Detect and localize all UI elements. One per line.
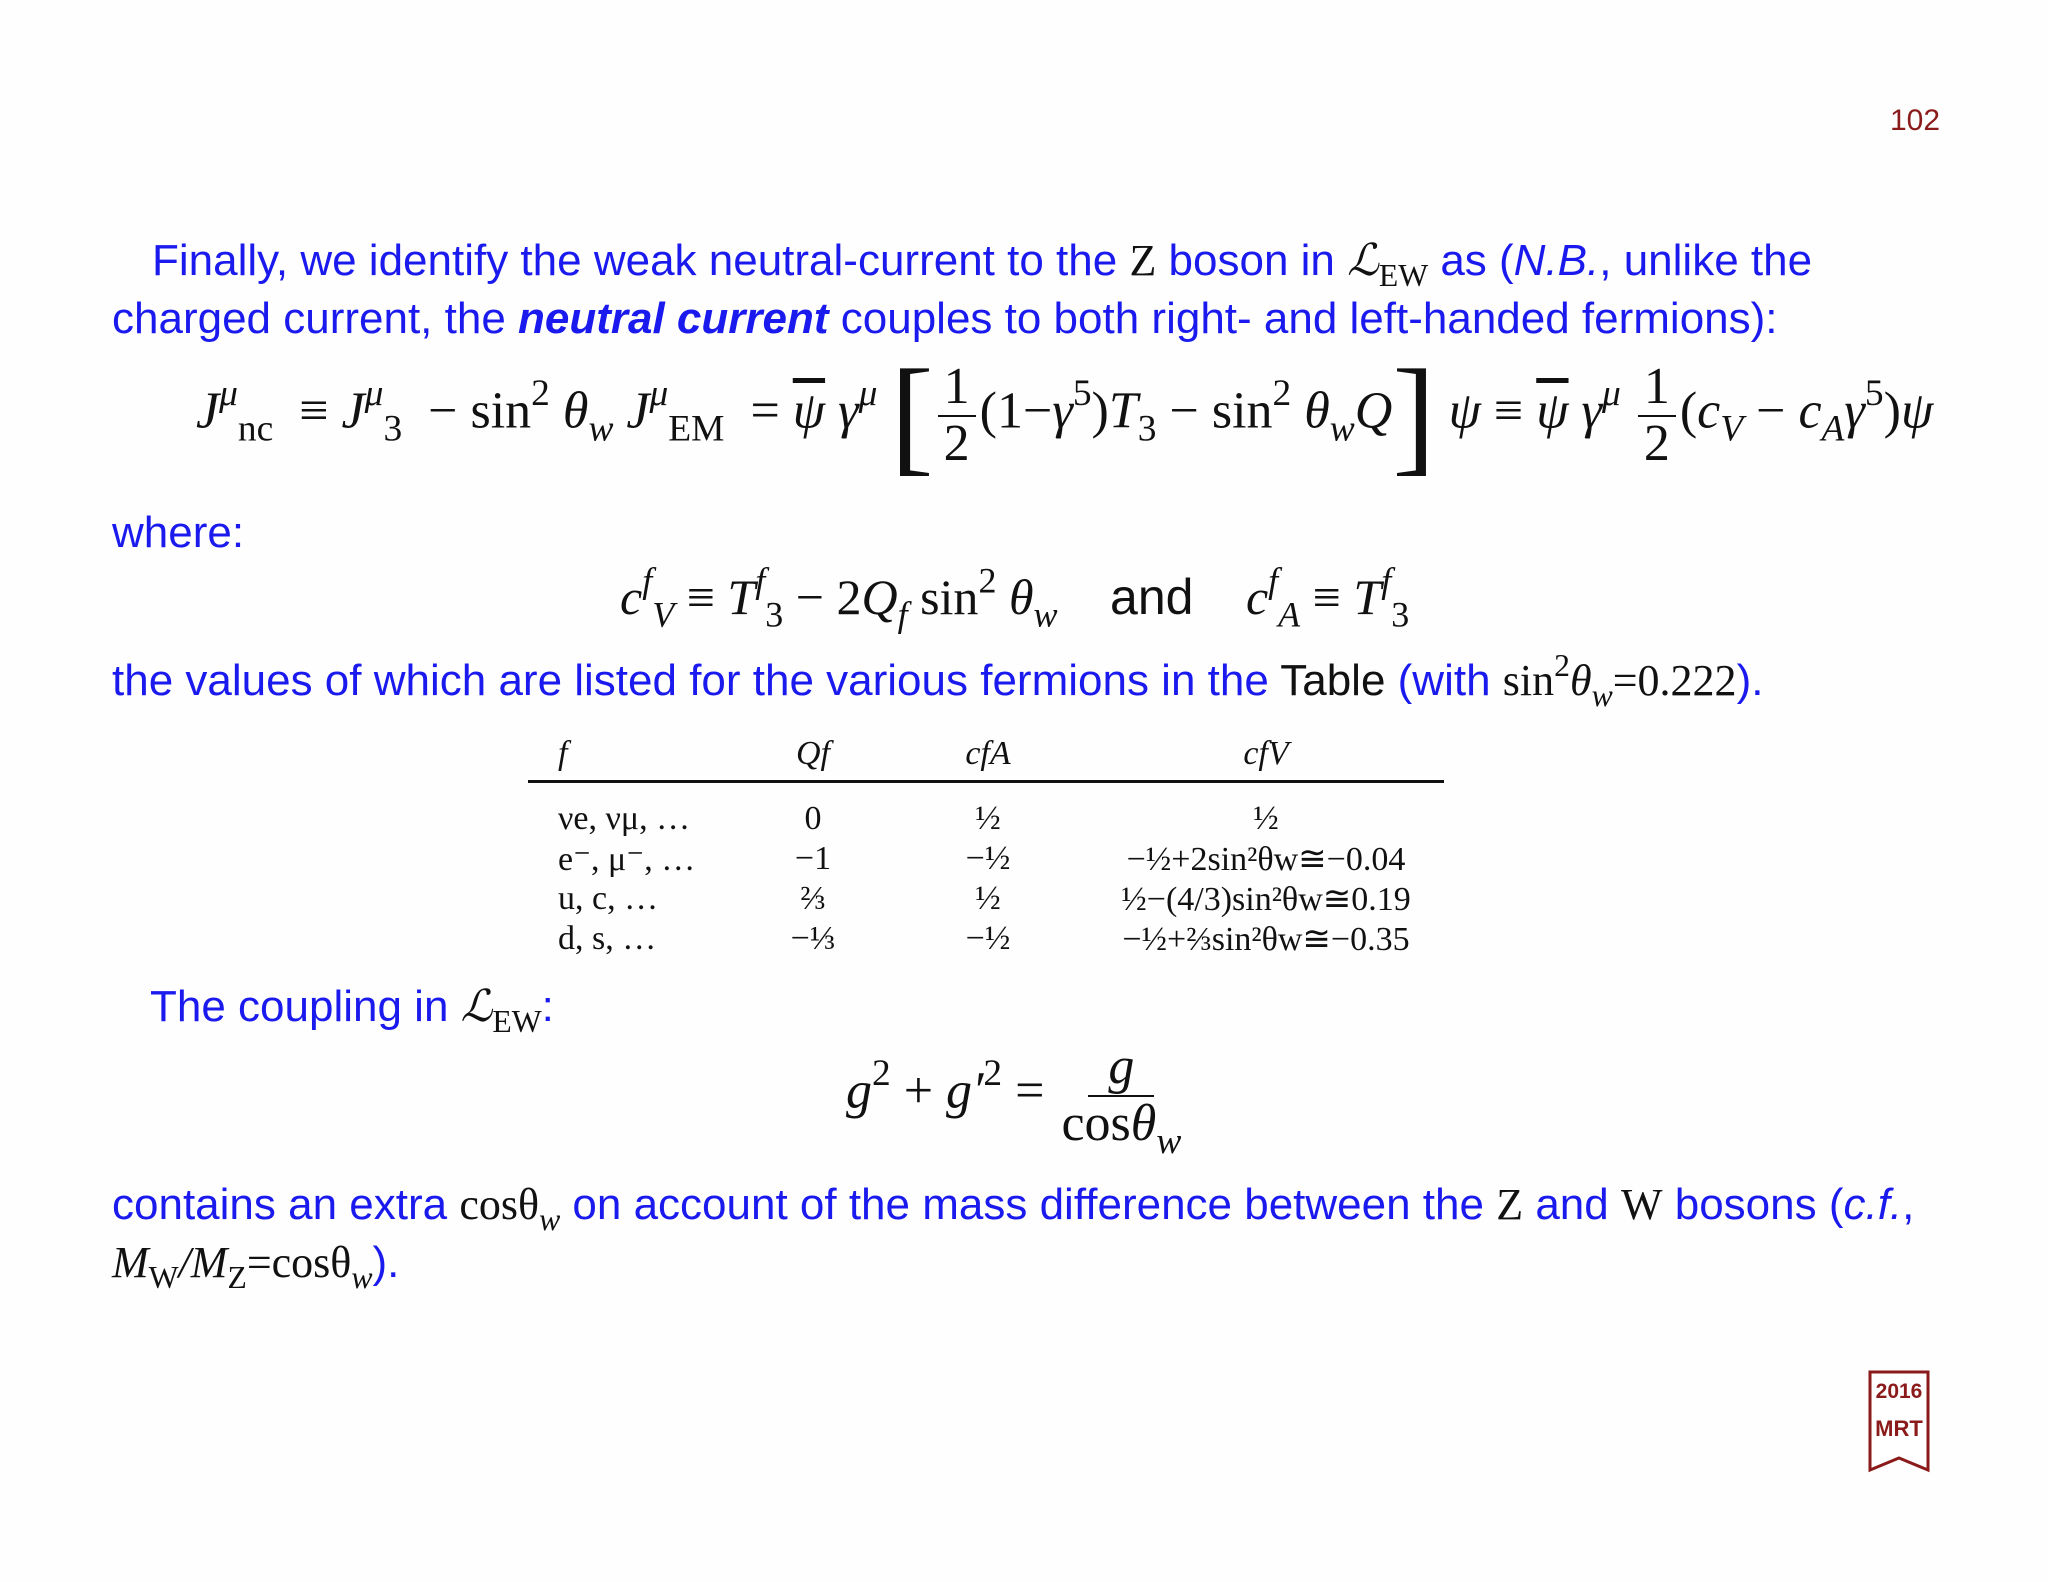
coupling-line: The coupling in ℒ$_{EW}$: xyxy=(150,981,554,1040)
table-row: νe, νμ, … 0 ½ ½ xyxy=(558,800,1279,837)
fermion-couplings-table xyxy=(528,728,1444,959)
table-header xyxy=(528,728,1444,783)
coupling-definitions-equation: $c^f_V \equiv T^f_3 - 2Q_f$ $\sin^2 \theta_w$ and $c^f_A \equiv T^f_3$ xyxy=(620,560,1410,635)
mrt-logo xyxy=(1868,1370,1930,1474)
header-f: f xyxy=(558,735,568,772)
logo-initials: MRT xyxy=(1875,1416,1923,1441)
neutral-current-equation: $J^\mu_{nc} \equiv J^\mu_3 - \sin^2 \theta_w$ $J^\mu_{EM} = \overline{\psi}$ $\gamma^\mu$ [ $\frac{1}{2}$ $(1-\gamma^5)T_3 - \sin^2 \theta_wQ$] $\psi \equiv \overline{\psi}$ $\gamma^\mu$ $\frac{1}{2}$ $(c_V - c_A\gamma^5)\psi$ xyxy=(196,343,1934,488)
header-ca: cfA xyxy=(965,735,1011,772)
logo-year: 2016 xyxy=(1875,1380,1923,1403)
values-line: the values of which are listed for the various fermions in the Table (with $\sin^2\theta_w=0.222$). xyxy=(112,648,1764,714)
intro-paragraph: Finally, we identify the weak neutral-current to the Z boson in ℒ$_{EW}$ as (N.B., unlike the charged current, the neutral current couples to both right- and left-handed fermions): xyxy=(112,235,1813,343)
where-label: where: xyxy=(112,508,245,557)
table-row: d, s, … −⅓ −½ −½+⅔sin²θw≅−0.35 xyxy=(558,920,1410,958)
header-cv: cfV xyxy=(1243,735,1289,772)
contains-paragraph: contains an extra cosθ$_w$ on account of the mass difference between the Z and W bosons (c.f., $M_W/M_Z=\cos\theta_w$). xyxy=(112,1180,1915,1296)
neutral-current-emphasis: neutral current xyxy=(518,294,829,343)
and-word: and xyxy=(1110,569,1194,625)
header-q: Qf xyxy=(796,735,830,772)
table-row: e⁻, μ⁻, … −1 −½ −½+2sin²θw≅−0.04 xyxy=(558,840,1406,878)
coupling-equation: $g^2 + g'^2$ = $\frac{g}{\cos\theta_w}$ xyxy=(846,1038,1182,1162)
page-number: 102 xyxy=(1890,104,1941,137)
table-row: u, c, … ⅔ ½ ½−(4/3)sin²θw≅0.19 xyxy=(558,880,1411,918)
